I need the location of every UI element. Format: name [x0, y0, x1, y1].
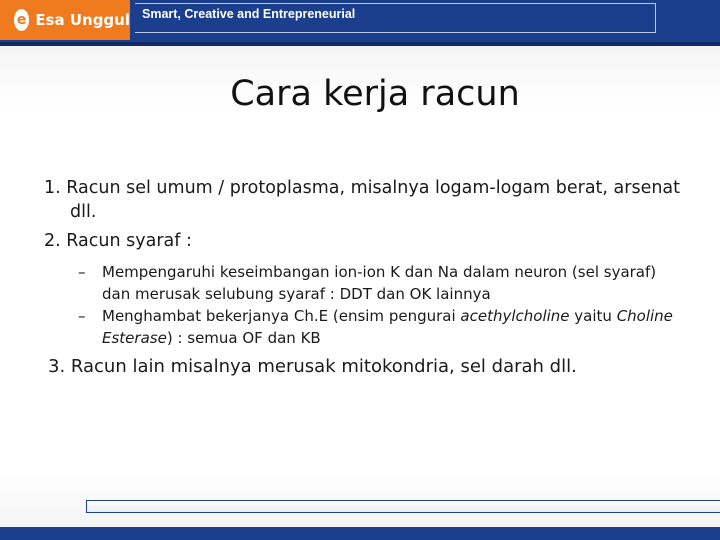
sub-item-text: Mempengaruhi keseimbangan ion-ion K dan Na dalam neuron (sel syaraf) dan merusak selubung syaraf : DDT dan OK lainnya: [102, 263, 657, 303]
term-choline-esterase: Choline Esterase: [102, 307, 673, 347]
sub-list-item: [78, 261, 684, 305]
slide-body: [44, 176, 684, 379]
list-item: 2. Racun syaraf :: [44, 231, 192, 251]
header-band: [0, 0, 720, 42]
term-acethylcholine: acethylcholine: [460, 307, 570, 325]
brand-name: Esa Unggul: [35, 11, 130, 29]
dash-bullet: –: [78, 263, 86, 281]
sub-list-item: [78, 305, 684, 349]
footer-bar: [86, 500, 720, 513]
sub-item-text: yaitu: [569, 307, 617, 325]
list-item: 1. Racun sel umum / protoplasma, misalnya logam-logam berat, arsenat dll.: [44, 178, 681, 222]
university-logo: [0, 0, 130, 40]
tagline: Smart, Creative and Entrepreneurial: [142, 7, 356, 21]
slide-title: [0, 74, 720, 114]
header-stripe: [0, 42, 720, 46]
list-item: 3. Racun lain misalnya merusak mitokondria, sel darah dll.: [48, 356, 577, 377]
dash-bullet: –: [78, 307, 86, 325]
slide-title-text: Cara kerja racun: [230, 74, 520, 114]
sub-item-text: ) : semua OF dan KB: [166, 329, 321, 347]
sub-list: [78, 261, 684, 349]
footer-base: [0, 527, 720, 540]
sub-item-text: Menghambat bekerjanya Ch.E (ensim pengurai: [102, 307, 461, 325]
logo-emblem-icon: e: [14, 9, 29, 31]
